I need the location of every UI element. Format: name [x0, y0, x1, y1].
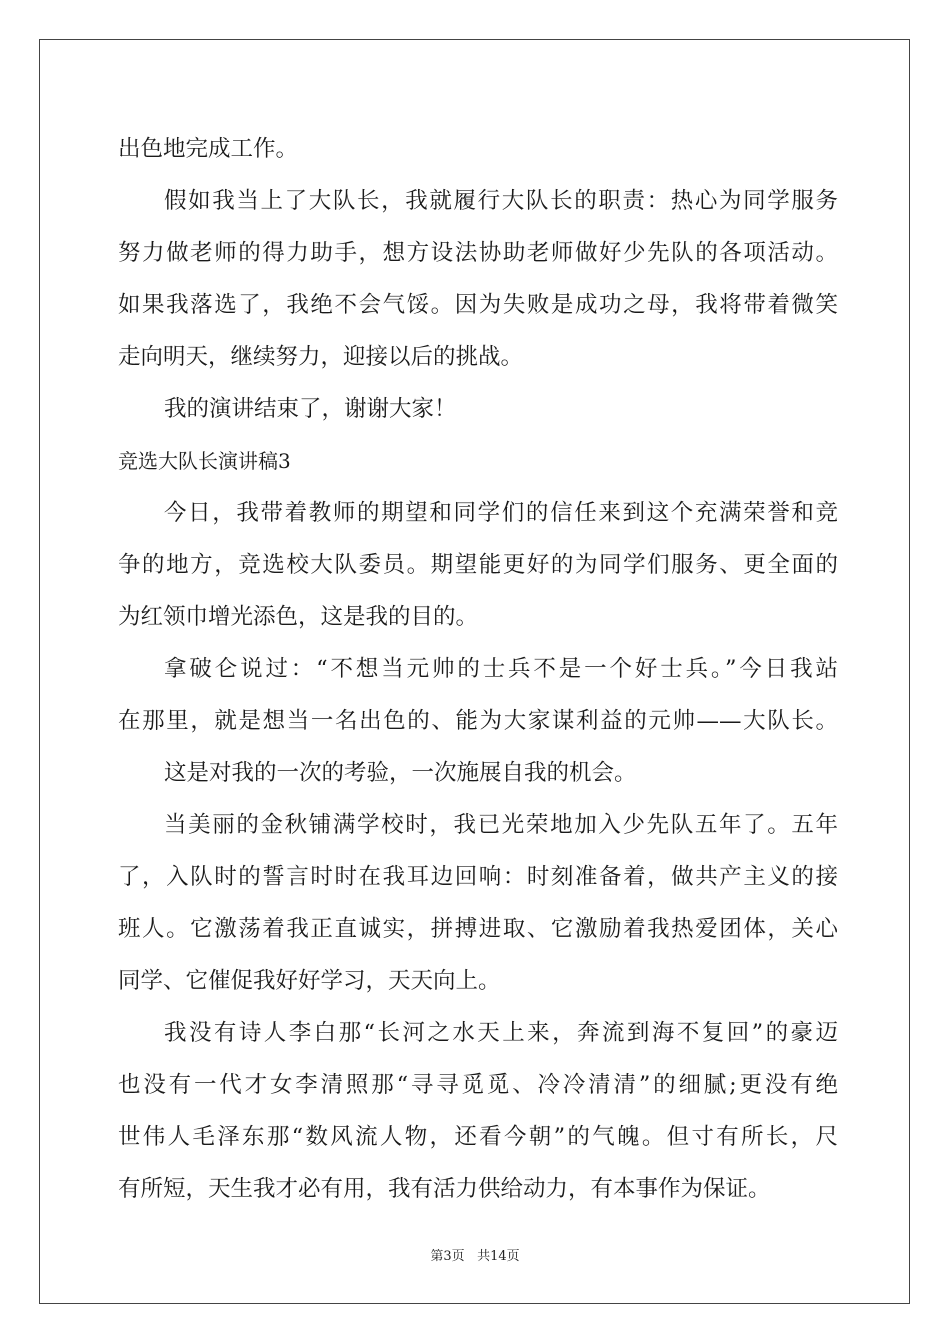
paragraph-line: 同学、它催促我好好学习，天天向上。 — [118, 968, 501, 994]
paragraph-line: 世伟人毛泽东那“数风流人物，还看今朝”的气魄。但寸有所长，尺 — [118, 1124, 838, 1150]
paragraph-line: 为红领巾增光添色，这是我的目的。 — [118, 604, 479, 630]
page-total: 共14页 — [477, 1249, 520, 1264]
section-heading: 竞选大队长演讲稿3 — [118, 449, 291, 473]
paragraph-line: 假如我当上了大队长，我就履行大队长的职责：热心为同学服务 — [164, 188, 838, 214]
paragraph-line: 我的演讲结束了，谢谢大家！ — [164, 396, 457, 422]
page-number: 第3页 — [430, 1249, 465, 1264]
paragraph-line: 这是对我的一次的考验，一次施展自我的机会。 — [164, 760, 637, 786]
paragraph-line: 也没有一代才女李清照那“寻寻觅觅、冷冷清清”的细腻;更没有绝 — [118, 1072, 838, 1098]
page-footer — [0, 1245, 950, 1264]
paragraph-line: 如果我落选了，我绝不会气馁。因为失败是成功之母，我将带着微笑 — [118, 292, 838, 318]
paragraph-line: 今日，我带着教师的期望和同学们的信任来到这个充满荣誉和竞 — [164, 500, 838, 526]
paragraph-line: 出色地完成工作。 — [118, 136, 299, 162]
document-body — [118, 123, 838, 1215]
paragraph-line: 拿破仑说过：“不想当元帅的士兵不是一个好士兵。”今日我站 — [164, 656, 838, 682]
paragraph-line: 有所短，天生我才必有用，我有活力供给动力，有本事作为保证。 — [118, 1176, 771, 1202]
paragraph-line: 当美丽的金秋铺满学校时，我已光荣地加入少先队五年了。五年 — [164, 812, 838, 838]
paragraph-line: 走向明天，继续努力，迎接以后的挑战。 — [118, 344, 524, 370]
paragraph-line: 在那里，就是想当一名出色的、能为大家谋利益的元帅——大队长。 — [118, 708, 838, 734]
paragraph-line: 班人。它激荡着我正直诚实，拼搏进取、它激励着我热爱团体，关心 — [118, 916, 838, 942]
paragraph-line: 努力做老师的得力助手，想方设法协助老师做好少先队的各项活动。 — [118, 240, 838, 266]
paragraph-line: 了，入队时的誓言时时在我耳边回响：时刻准备着，做共产主义的接 — [118, 864, 838, 890]
paragraph-line: 我没有诗人李白那“长河之水天上来，奔流到海不复回”的豪迈 — [164, 1020, 838, 1046]
paragraph-line: 争的地方，竞选校大队委员。期望能更好的为同学们服务、更全面的 — [118, 552, 838, 578]
